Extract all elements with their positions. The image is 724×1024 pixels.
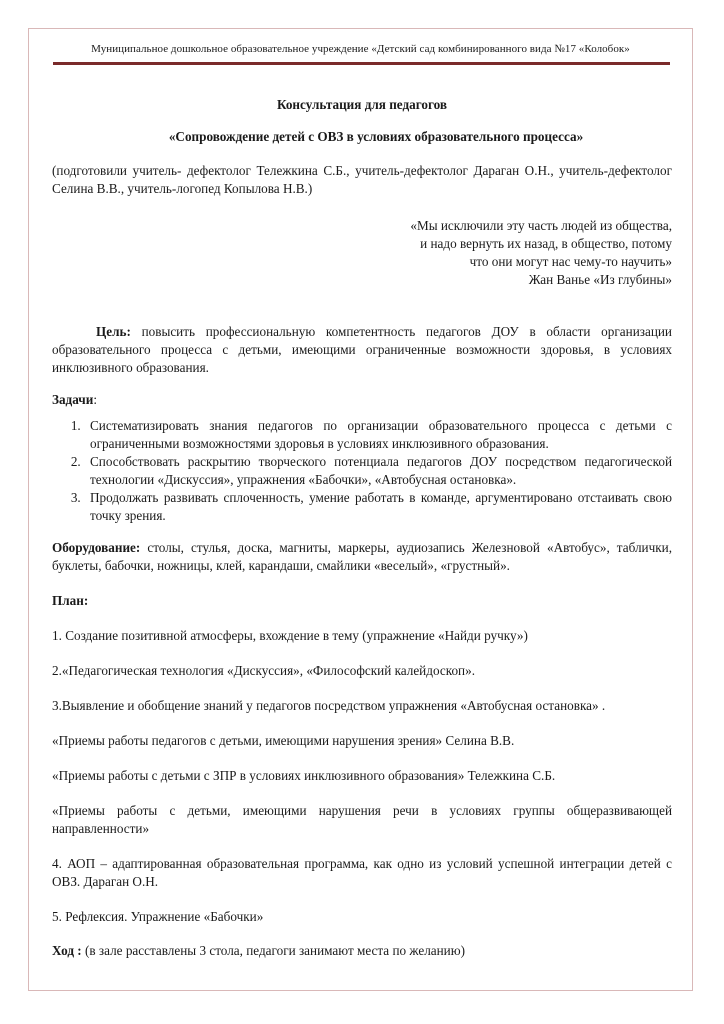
document-subtitle: «Сопровождение детей с ОВЗ в условиях образовательного процесса» [168,129,584,144]
equipment-paragraph [52,539,672,575]
course-text: (в зале расставлены 3 стола, педагоги занимают места по желанию) [81,943,465,958]
course-label: Ход : [52,943,82,958]
document-title: Консультация для педагогов [276,97,448,112]
equipment-label: Оборудование: [52,540,141,555]
list-item: 1. Систематизировать знания педагогов по организации образовательного процесса с детьми с ограниченными возможностями здоровья в условиях инклюзивного образования. [84,417,672,453]
epigraph-line: «Мы исключили эту часть людей из общества, [410,218,672,233]
epigraph [52,217,672,289]
plan-item: «Приемы работы педагогов с детьми, имеющими нарушения зрения» Селина В.В. [52,733,515,748]
plan-item: «Приемы работы с детьми, имеющими нарушения речи в условиях группы общеразвивающей направленности» [52,803,672,836]
goal-label: Цель: [96,324,131,339]
plan-item: «Приемы работы с детьми с ЗПР в условиях инклюзивного образования» Тележкина С.Б. [52,768,556,783]
plan-item: 2.«Педагогическая технология «Дискуссия», «Философский калейдоскоп». [52,663,475,678]
plan-item: 1. Создание позитивной атмосферы, вхождение в тему (упражнение «Найди ручку») [52,628,528,643]
list-item: 2. Способствовать раскрытию творческого потенциала педагогов ДОУ посредством педагогической технологии «Дискуссия», упражнения «Бабочки», «Автобусная остановка». [84,453,672,489]
equipment-text: столы, стулья, доска, магниты, маркеры, аудиозапись Железновой «Автобус», таблички, буклеты, бабочки, ножницы, клей, карандаши, смайлики «веселый», «грустный». [52,540,672,573]
epigraph-line: что они могут нас чему-то научить» [469,254,672,269]
institution-header: Муниципальное дошкольное образовательное учреждение «Детский сад комбинированного вида №17 «Колобок» [91,43,630,55]
authors-paragraph: (подготовили учитель- дефектолог Тележкина С.Б., учитель-дефектолог Дараган О.Н., учитель-дефектолог Селина В.В., учитель-логопед Копылова Н.В.) [52,163,672,196]
tasks-list [52,417,672,525]
tasks-heading [52,391,672,409]
tasks-label: Задачи [52,392,94,407]
list-item: 3. Продолжать развивать сплоченность, умение работать в команде, аргументировано отстаивать свою точку зрения. [84,489,672,525]
course-paragraph [52,942,672,960]
plan-heading: План: [52,593,89,608]
goal-text: повысить профессиональную компетентность педагогов ДОУ в области организации образовательного процесса с детьми, имеющими ограниченные возможности здоровья, в условиях инклюзивного образования. [52,324,672,375]
epigraph-line: и надо вернуть их назад, в общество, потому [420,236,672,251]
epigraph-author: Жан Ванье «Из глубины» [528,272,672,287]
tasks-colon: : [93,392,97,407]
plan-item: 5. Рефлексия. Упражнение «Бабочки» [52,909,264,924]
header-divider [53,62,670,65]
plan-item: 4. АОП – адаптированная образовательная программа, как одно из условий успешной интеграции детей с ОВЗ. Дараган О.Н. [52,856,672,889]
plan-item: 3.Выявление и обобщение знаний у педагогов посредством упражнения «Автобусная остановка» . [52,698,606,713]
goal-paragraph [52,323,672,377]
document-body [52,96,672,960]
